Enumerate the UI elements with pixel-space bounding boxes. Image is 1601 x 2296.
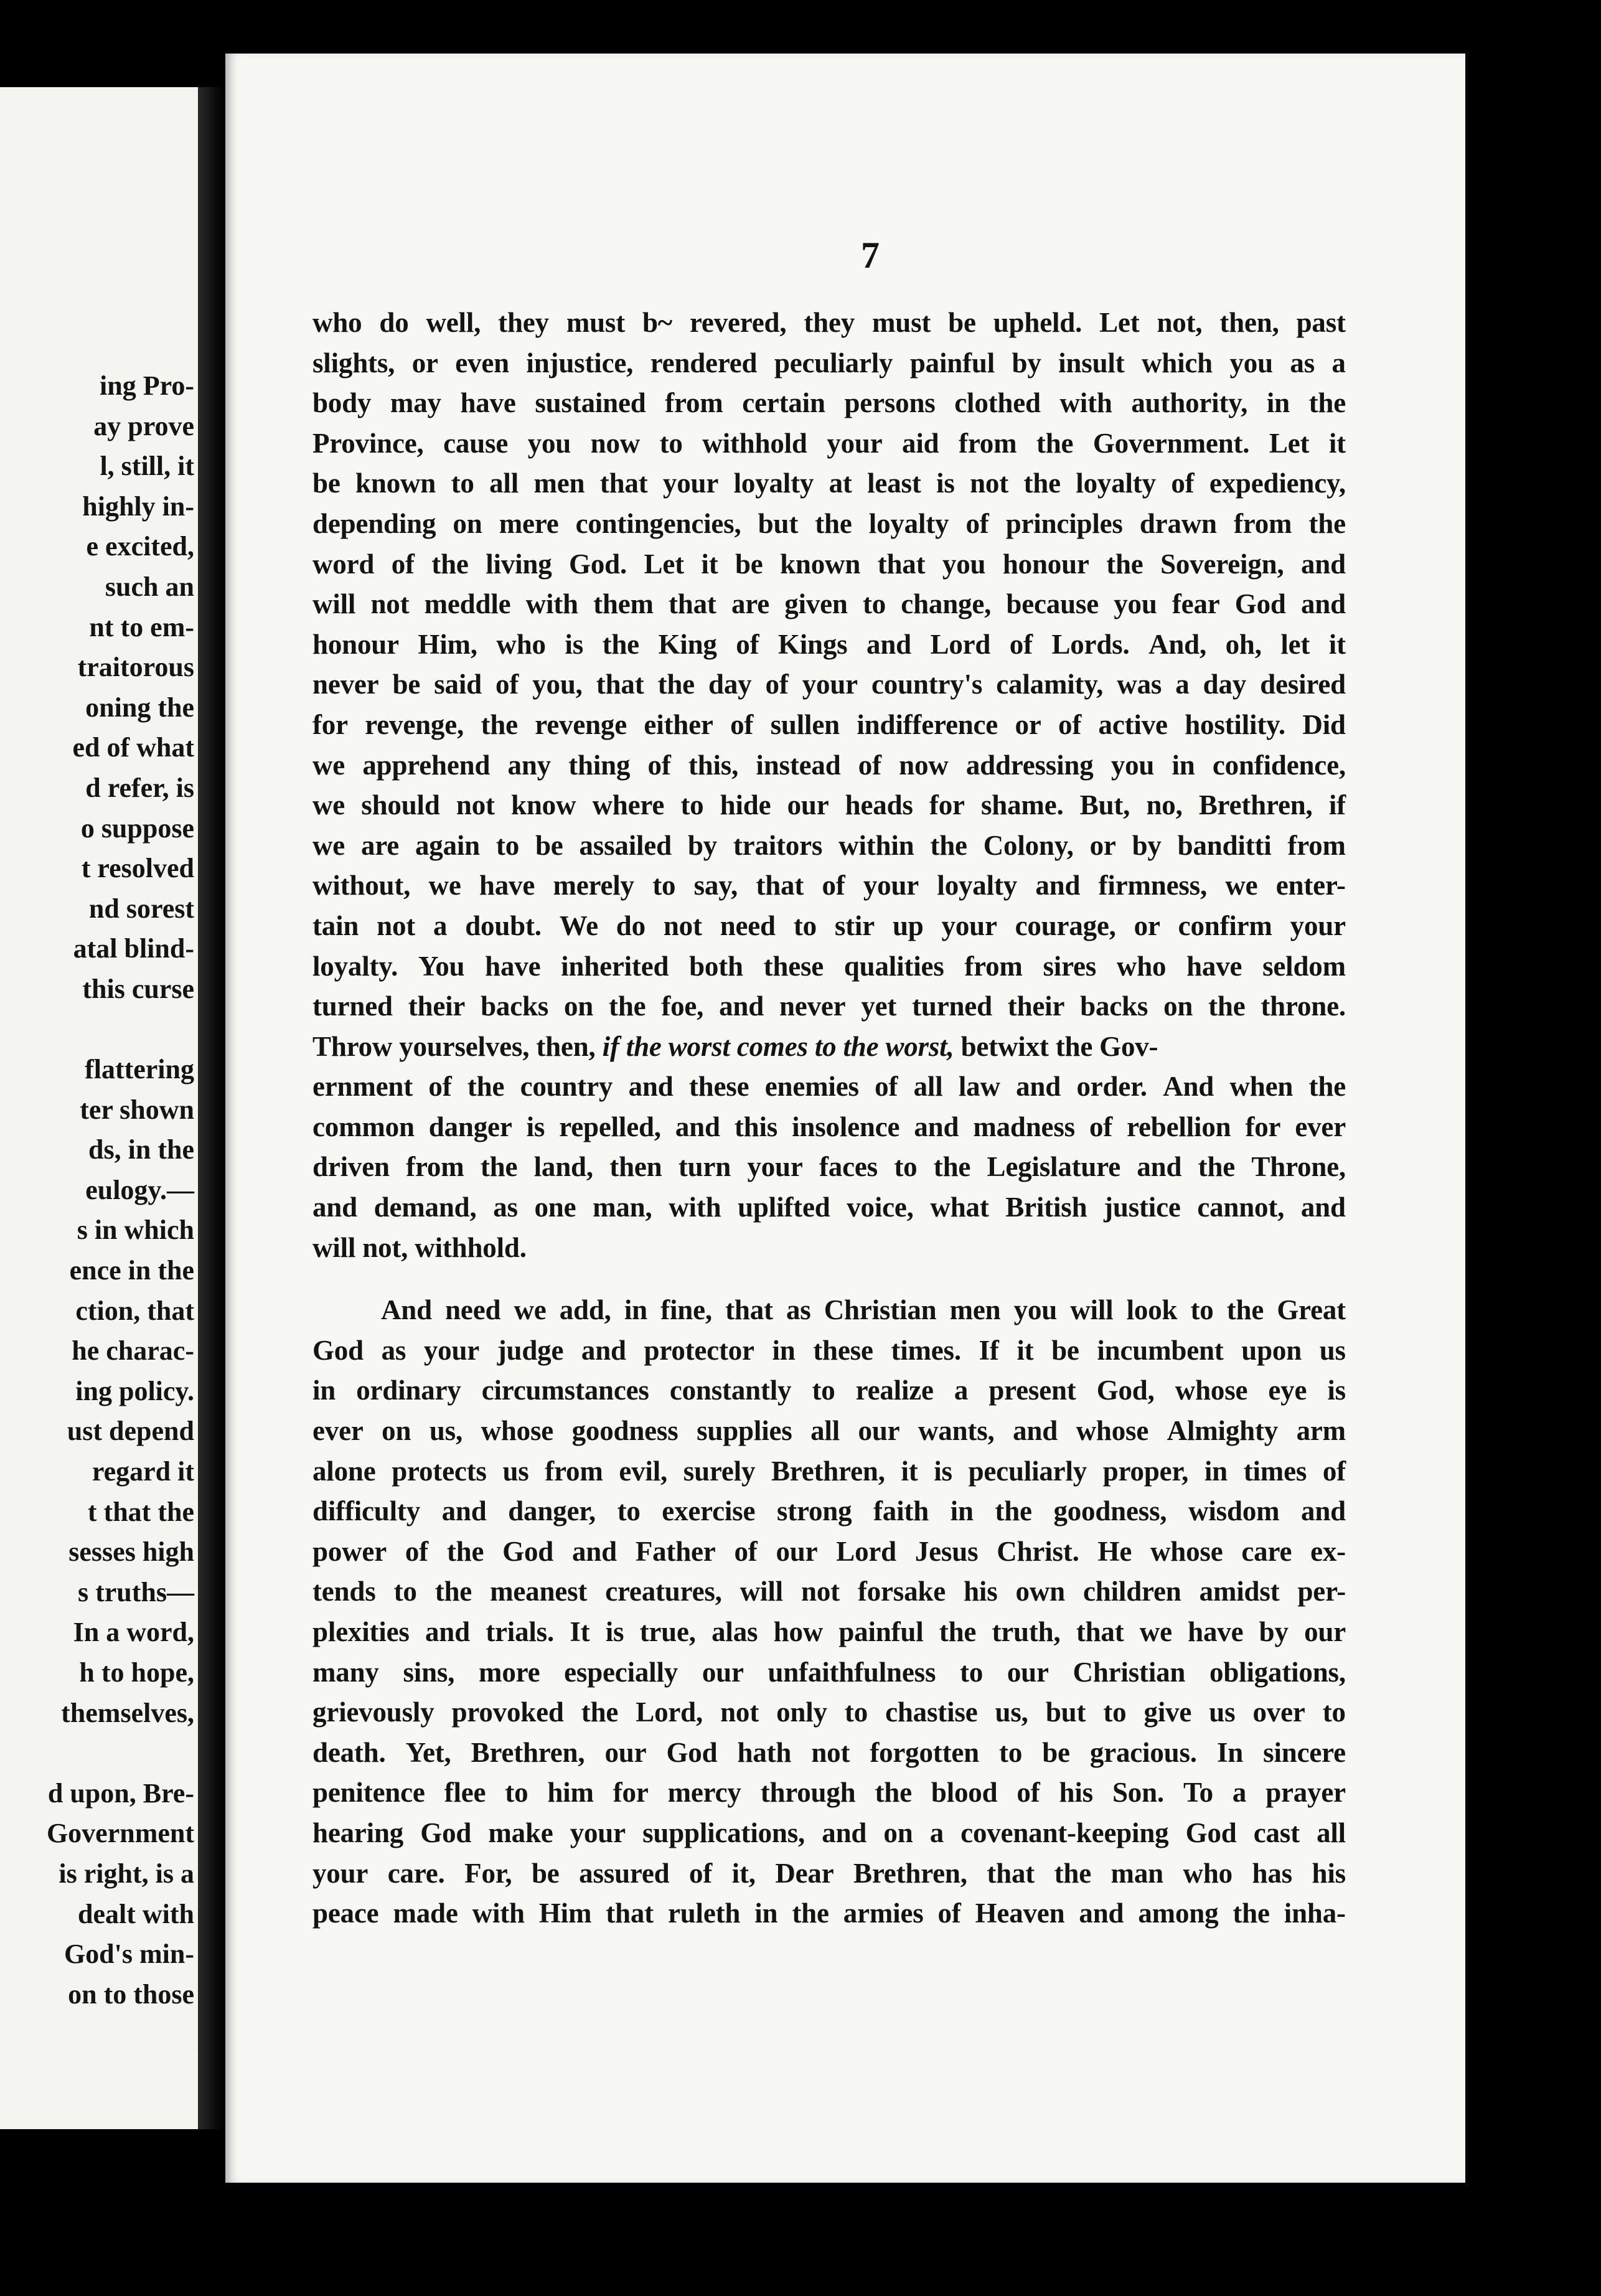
page-number: 7	[861, 235, 880, 276]
left-page-line: God's min-	[63, 1939, 194, 1970]
left-page-line	[0, 1010, 194, 1050]
text-line: turned their backs on the foe, and never yet turned their backs on the throne.	[312, 990, 1346, 1022]
text-line: loyalty. You have inherited both these qualities from sires who have seldom	[312, 950, 1346, 982]
left-page-line: ds, in the	[88, 1134, 194, 1165]
left-page-line: sesses high	[68, 1536, 194, 1568]
left-page-line: eulogy.—	[85, 1174, 194, 1205]
text-line: alone protects us from evil, surely Brethren, it is peculiarly proper, in times of	[312, 1455, 1346, 1487]
text-line: never be said of you, that the day of your country's calamity, was a day desired	[312, 669, 1346, 700]
text-line: will not meddle with them that are given to change, because you fear God and	[312, 588, 1346, 620]
left-page-line: oning the	[85, 692, 194, 723]
text-line: tends to the meanest creatures, will not forsake his own children amidst per-	[312, 1576, 1346, 1607]
left-page-line: o suppose	[80, 812, 194, 844]
left-page-line: flattering	[85, 1054, 194, 1085]
text-line: slights, or even injustice, rendered peculiarly painful by insult which you as a	[312, 347, 1346, 379]
left-page	[0, 87, 198, 2129]
text-line: common danger is repelled, and this insolence and madness of rebellion for ever	[312, 1111, 1346, 1142]
text-line: your care. For, be assured of it, Dear Brethren, that the man who has his	[312, 1857, 1346, 1889]
left-page-line: d refer, is	[85, 772, 194, 803]
left-page-line	[0, 1733, 194, 1774]
left-page-line: ed of what	[72, 732, 194, 763]
text-line: ever on us, whose goodness supplies all our wants, and whose Almighty arm	[312, 1415, 1346, 1447]
book-gutter	[198, 87, 223, 2129]
left-page-line: l, still, it	[100, 451, 194, 482]
text-line: grievously provoked the Lord, not only to chastise us, but to give us over to	[312, 1696, 1346, 1728]
text-segment: Throw yourselves, then, if the worst comes to the worst, betwixt the Gov-	[312, 1030, 1158, 1062]
text-line-last: will not, withhold.	[312, 1231, 527, 1263]
text-line: tain not a doubt. We do not need to stir up your courage, or confirm your	[312, 910, 1346, 941]
text-line: ernment of the country and these enemies of all law and order. And when the	[312, 1071, 1346, 1103]
text-line: we are again to be assailed by traitors within the Colony, or by banditti from	[312, 829, 1346, 861]
text-line: many sins, more especially our unfaithfulness to our Christian obligations,	[312, 1656, 1346, 1688]
text-line: in ordinary circumstances constantly to realize a present God, whose eye is	[312, 1375, 1346, 1406]
left-page-line: this curse	[82, 973, 194, 1004]
left-page-line: themselves,	[61, 1697, 194, 1728]
left-page-line: ust depend	[67, 1416, 194, 1447]
left-page-line: regard it	[92, 1456, 194, 1487]
left-page-line: ter shown	[80, 1094, 194, 1125]
text-line: for revenge, the revenge either of sullen indifference or of active hostility. Did	[312, 708, 1346, 740]
left-page-line: is right, is a	[59, 1858, 194, 1889]
text-line: without, we have merely to say, that of your loyalty and firmness, we enter-	[312, 870, 1346, 901]
text-line: difficulty and danger, to exercise strong faith in the goodness, wisdom and	[312, 1495, 1346, 1527]
left-page-line: ay prove	[93, 410, 194, 441]
text-line: peace made with Him that ruleth in the armies of Heaven and among the inha-	[312, 1898, 1346, 1929]
left-page-line: e excited,	[86, 531, 194, 562]
left-page-line: h to hope,	[79, 1657, 194, 1688]
text-line: honour Him, who is the King of Kings and Lord of Lords. And, oh, let it	[312, 628, 1346, 660]
text-line: plexities and trials. It is true, alas how painful the truth, that we have by our	[312, 1616, 1346, 1647]
left-page-line: dealt with	[78, 1898, 194, 1929]
text-line: word of the living God. Let it be known that you honour the Sovereign, and	[312, 548, 1346, 580]
paragraph-2	[312, 1290, 1346, 1934]
text-line: driven from the land, then turn your faces to the Legislature and the Throne,	[312, 1151, 1346, 1183]
italic-phrase: if the worst comes to the worst,	[602, 1030, 954, 1062]
left-page-line: s truths—	[77, 1576, 194, 1607]
text-line: body may have sustained from certain persons clothed with authority, in the	[312, 387, 1346, 419]
paragraph-1	[312, 303, 1346, 1027]
left-page-line: In a word,	[73, 1617, 194, 1648]
left-page-line: nt to em-	[89, 611, 194, 642]
left-page-text	[0, 366, 194, 2015]
text-line: be known to all men that your loyalty at least is not the loyalty of expediency,	[312, 468, 1346, 499]
left-page-line: ing Pro-	[100, 370, 194, 401]
left-page-line: t resolved	[81, 853, 194, 884]
right-page	[225, 54, 1465, 2183]
left-page-line: on to those	[68, 1978, 194, 2010]
body-text	[312, 303, 1346, 1934]
left-page-line: traitorous	[77, 652, 194, 683]
left-page-line: s in which	[77, 1215, 194, 1246]
text-line: power of the God and Father of our Lord Jesus Christ. He whose care ex-	[312, 1535, 1346, 1567]
text-line: penitence flee to him for mercy through the blood of his Son. To a prayer	[312, 1777, 1346, 1809]
text-line: and demand, as one man, with uplifted voice, what British justice cannot, and	[312, 1192, 1346, 1223]
text-line-italic	[312, 1027, 1346, 1067]
left-page-line: nd sorest	[88, 893, 194, 924]
left-page-line: atal blind-	[73, 933, 194, 964]
text-line: God as your judge and protector in these times. If it be incumbent upon us	[312, 1334, 1346, 1366]
left-page-line: d upon, Bre-	[47, 1777, 194, 1809]
left-page-line: highly in-	[82, 491, 194, 522]
left-page-line: he charac-	[72, 1335, 194, 1367]
left-page-line: Government	[46, 1818, 194, 1849]
text-line: depending on mere contingencies, but the loyalty of principles drawn from the	[312, 507, 1346, 539]
text-line: Province, cause you now to withhold your aid from the Government. Let it	[312, 427, 1346, 459]
text-line: And need we add, in fine, that as Christian men you will look to the Great	[381, 1294, 1346, 1326]
paragraph-1-continued	[312, 1066, 1346, 1227]
text-line: hearing God make your supplications, and on a covenant-keeping God cast all	[312, 1817, 1346, 1848]
text-line: we should not know where to hide our heads for shame. But, no, Brethren, if	[312, 789, 1346, 821]
left-page-line: ence in the	[69, 1255, 194, 1286]
text-line: who do well, they must b~ revered, they must be upheld. Let not, then, past	[312, 307, 1346, 338]
text-line: we apprehend any thing of this, instead of now addressing you in confidence,	[312, 749, 1346, 781]
left-page-line: such an	[105, 571, 194, 602]
text-line: death. Yet, Brethren, our God hath not forgotten to be gracious. In sincere	[312, 1736, 1346, 1768]
left-page-line: ing policy.	[75, 1375, 194, 1406]
left-page-line: ction, that	[75, 1295, 194, 1326]
left-page-line: t that the	[87, 1496, 194, 1527]
